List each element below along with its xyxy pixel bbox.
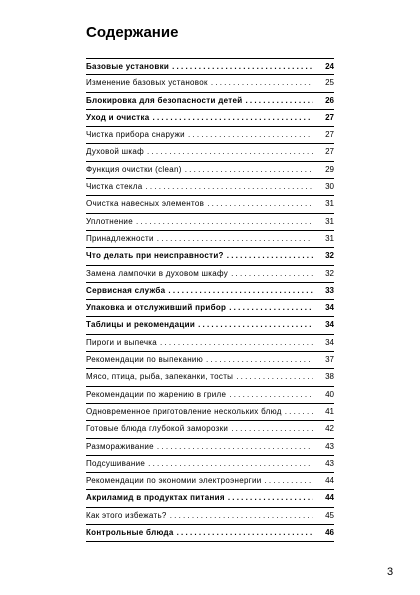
toc-entry-label: Акриламид в продуктах питания [86, 493, 225, 503]
toc-row[interactable] [86, 248, 334, 265]
toc-entry-label: Чистка стекла [86, 182, 143, 192]
table-of-contents [86, 58, 334, 542]
toc-leader-dots [168, 283, 313, 299]
toc-entry-label: Базовые установки [86, 62, 170, 71]
toc-leader-dots [229, 300, 313, 316]
toc-entry-label: Упаковка и отслуживший прибор [86, 303, 227, 313]
toc-leader-dots [148, 456, 313, 472]
toc-entry-page: 44 [325, 493, 334, 503]
toc-leader-dots [236, 369, 313, 385]
toc-entry-label: Сервисная служба [86, 285, 166, 295]
page-number: 3 [387, 566, 394, 578]
toc-leader-dots [245, 93, 313, 109]
toc-entry-page: 34 [325, 303, 334, 313]
toc-entry-label: Рекомендации по экономии электроэнергии [86, 476, 262, 486]
toc-row[interactable] [86, 456, 334, 473]
toc-entry-label: Блокировка для безопасности детей [86, 95, 243, 105]
toc-leader-dots [147, 144, 313, 160]
toc-entry-label: Подсушивание [86, 458, 146, 468]
toc-row[interactable] [86, 335, 334, 352]
toc-row[interactable] [86, 144, 334, 161]
toc-entry-page: 29 [325, 164, 334, 174]
toc-entry-label: Готовые блюда глубокой заморозки [86, 424, 229, 434]
toc-row[interactable] [86, 266, 334, 283]
toc-entry-label: Функция очистки (clean) [86, 164, 182, 174]
toc-entry-label: Что делать при неисправности? [86, 251, 224, 261]
toc-leader-dots [227, 248, 313, 264]
toc-leader-dots [172, 59, 313, 75]
toc-row[interactable] [86, 404, 334, 421]
toc-leader-dots [153, 110, 313, 126]
page-title: Содержание [86, 24, 179, 41]
toc-entry-page: 33 [325, 285, 334, 295]
toc-leader-dots [207, 196, 313, 212]
toc-entry-label: Как этого избежать? [86, 510, 167, 520]
toc-entry-page: 45 [325, 510, 334, 520]
toc-leader-dots [160, 335, 313, 351]
toc-entry-page: 26 [325, 95, 334, 105]
toc-entry-page: 27 [325, 112, 334, 122]
toc-leader-dots [136, 214, 313, 230]
toc-entry-label: Изменение базовых установок [86, 78, 208, 88]
toc-row[interactable] [86, 352, 334, 369]
toc-row[interactable] [86, 214, 334, 231]
toc-leader-dots [157, 439, 313, 455]
toc-row[interactable] [86, 58, 334, 75]
toc-entry-label: Уплотнение [86, 216, 133, 226]
toc-row[interactable] [86, 127, 334, 144]
toc-row[interactable] [86, 490, 334, 507]
toc-entry-label: Размораживание [86, 441, 154, 451]
toc-leader-dots [198, 317, 313, 333]
toc-entry-page: 42 [325, 424, 334, 434]
toc-row[interactable] [86, 473, 334, 490]
toc-leader-dots [188, 127, 313, 143]
toc-row[interactable] [86, 93, 334, 110]
toc-entry-page: 30 [325, 182, 334, 192]
toc-entry-page: 25 [325, 78, 334, 88]
toc-leader-dots [231, 421, 313, 437]
toc-entry-page: 43 [325, 441, 334, 451]
toc-leader-dots [228, 490, 313, 506]
toc-entry-page: 34 [325, 320, 334, 330]
toc-row[interactable] [86, 369, 334, 386]
toc-row[interactable] [86, 162, 334, 179]
toc-entry-page: 27 [325, 147, 334, 157]
toc-entry-page: 31 [325, 199, 334, 209]
toc-entry-page: 27 [325, 130, 334, 140]
toc-entry-label: Очистка навесных элементов [86, 199, 205, 209]
toc-entry-page: 37 [325, 355, 334, 365]
toc-entry-label: Принадлежности [86, 233, 154, 243]
toc-entry-label: Чистка прибора снаружи [86, 130, 185, 140]
toc-entry-label: Пироги и выпечка [86, 337, 158, 347]
toc-entry-page: 32 [325, 251, 334, 261]
toc-leader-dots [170, 508, 313, 524]
toc-entry-page: 31 [325, 233, 334, 243]
toc-entry-page: 32 [325, 268, 334, 278]
toc-row[interactable] [86, 317, 334, 334]
toc-row[interactable] [86, 439, 334, 456]
toc-entry-page: 31 [325, 216, 334, 226]
toc-leader-dots [285, 404, 313, 420]
toc-leader-dots [206, 352, 313, 368]
toc-row[interactable] [86, 110, 334, 127]
toc-row[interactable] [86, 231, 334, 248]
toc-leader-dots [177, 525, 313, 541]
toc-row[interactable] [86, 508, 334, 525]
toc-entry-page: 34 [325, 337, 334, 347]
toc-entry-label: Одновременное приготовление нескольких блюд [86, 406, 282, 416]
toc-leader-dots [231, 266, 313, 282]
toc-entry-page: 41 [325, 406, 334, 416]
toc-row[interactable] [86, 179, 334, 196]
toc-leader-dots [229, 387, 313, 403]
toc-row[interactable] [86, 75, 334, 92]
toc-row[interactable] [86, 196, 334, 213]
toc-leader-dots [211, 75, 313, 91]
toc-entry-page: 46 [325, 528, 334, 538]
toc-row[interactable] [86, 525, 334, 542]
toc-row[interactable] [86, 300, 334, 317]
toc-entry-page: 38 [325, 372, 334, 382]
toc-entry-label: Рекомендации по жарению в гриле [86, 389, 227, 399]
toc-entry-label: Таблицы и рекомендации [86, 320, 196, 330]
toc-leader-dots [145, 179, 313, 195]
toc-entry-label: Мясо, птица, рыба, запеканки, тосты [86, 372, 234, 382]
toc-entry-label: Рекомендации по выпеканию [86, 355, 203, 365]
toc-row[interactable] [86, 283, 334, 300]
toc-entry-page: 43 [325, 458, 334, 468]
toc-entry-label: Контрольные блюда [86, 528, 174, 538]
toc-row[interactable] [86, 387, 334, 404]
toc-entry-label: Уход и очистка [86, 112, 150, 122]
toc-leader-dots [264, 473, 313, 489]
toc-entry-label: Замена лампочки в духовом шкафу [86, 268, 229, 278]
toc-leader-dots [157, 231, 313, 247]
toc-row[interactable] [86, 421, 334, 438]
toc-entry-label: Духовой шкаф [86, 147, 144, 157]
toc-entry-page: 24 [325, 62, 334, 71]
toc-entry-page: 44 [325, 476, 334, 486]
toc-leader-dots [185, 162, 313, 178]
toc-entry-page: 40 [325, 389, 334, 399]
